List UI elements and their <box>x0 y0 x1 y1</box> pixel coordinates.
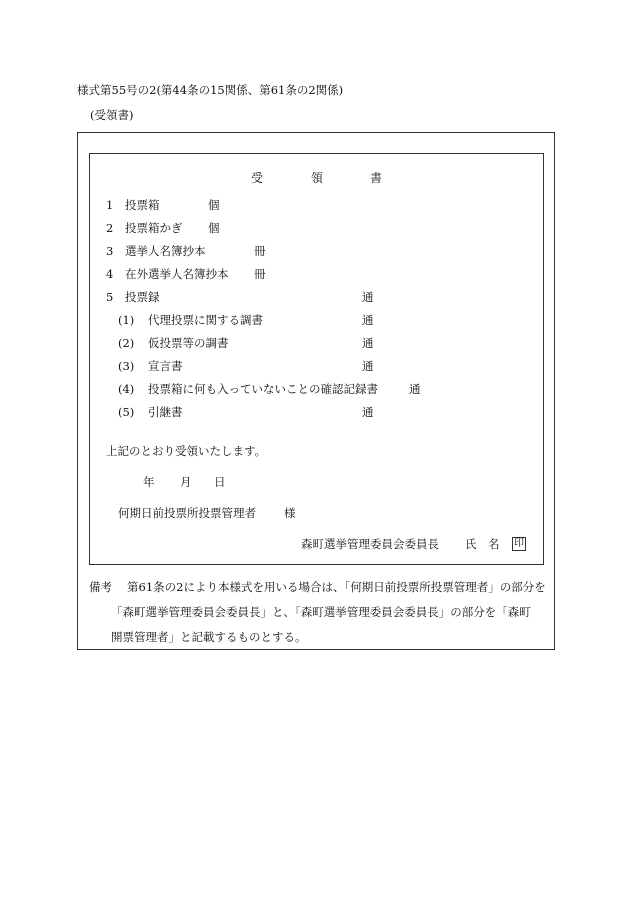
title-char-1: 受 <box>251 171 264 185</box>
item-3-num: 3 <box>106 244 114 258</box>
sub-item-1-num: (1) <box>118 313 135 327</box>
signer-name-label: 氏 名 <box>465 537 500 551</box>
note-line-1: 第61条の2により本様式を用いる場合は、「何期日前投票所投票管理者」の部分を <box>127 580 546 594</box>
sub-item-3-unit: 通 <box>362 359 374 373</box>
sub-item-4-num: (4) <box>118 382 135 396</box>
sub-item-1-unit: 通 <box>362 313 374 327</box>
item-3-unit: 冊 <box>254 244 266 258</box>
form-name: (受領書) <box>90 108 134 122</box>
note-label: 備考 <box>89 580 112 594</box>
item-1-unit: 個 <box>208 198 220 212</box>
note-line-3: 開票管理者」と記載するものとする。 <box>111 630 307 644</box>
note-line-2: 「森町選挙管理委員会委員長」と、「森町選挙管理委員会委員長」の部分を「森町 <box>111 605 531 619</box>
sub-item-3-label: 宣言書 <box>148 359 183 373</box>
item-2-unit: 個 <box>208 221 220 235</box>
sub-item-5-label: 引継書 <box>148 405 183 419</box>
sub-item-5-num: (5) <box>118 405 135 419</box>
sub-item-4-unit: 通 <box>409 382 421 396</box>
addressee-honorific: 様 <box>284 506 296 520</box>
receipt-statement: 上記のとおり受領いたします。 <box>106 444 267 458</box>
seal-box: 印 <box>514 538 524 549</box>
signer-title: 森町選挙管理委員会委員長 <box>301 537 439 551</box>
sub-item-2-unit: 通 <box>362 336 374 350</box>
sub-item-4-label: 投票箱に何も入っていないことの確認記録書 <box>148 382 378 396</box>
item-3-label: 選挙人名簿抄本 <box>125 244 206 258</box>
item-5-unit: 通 <box>362 290 374 304</box>
item-4-label: 在外選挙人名簿抄本 <box>125 267 229 281</box>
title-char-3: 書 <box>370 171 383 185</box>
sub-item-1-label: 代理投票に関する調書 <box>148 313 263 327</box>
item-1-label: 投票箱 <box>125 198 160 212</box>
addressee-name: 何期日前投票所投票管理者 <box>118 506 256 520</box>
item-5-label: 投票録 <box>125 290 160 304</box>
item-1-num: 1 <box>106 198 114 212</box>
item-5-num: 5 <box>106 290 114 304</box>
date-day: 日 <box>214 475 226 489</box>
form-number: 様式第55号の2(第44条の15関係、第61条の2関係) <box>77 83 344 97</box>
item-4-unit: 冊 <box>254 267 266 281</box>
item-2-num: 2 <box>106 221 114 235</box>
date-month: 月 <box>180 475 192 489</box>
title-char-2: 領 <box>311 171 324 185</box>
date-year: 年 <box>143 475 155 489</box>
item-2-label: 投票箱かぎ <box>125 221 183 235</box>
item-4-num: 4 <box>106 267 114 281</box>
sub-item-3-num: (3) <box>118 359 135 373</box>
sub-item-5-unit: 通 <box>362 405 374 419</box>
sub-item-2-num: (2) <box>118 336 135 350</box>
sub-item-2-label: 仮投票等の調書 <box>148 336 229 350</box>
